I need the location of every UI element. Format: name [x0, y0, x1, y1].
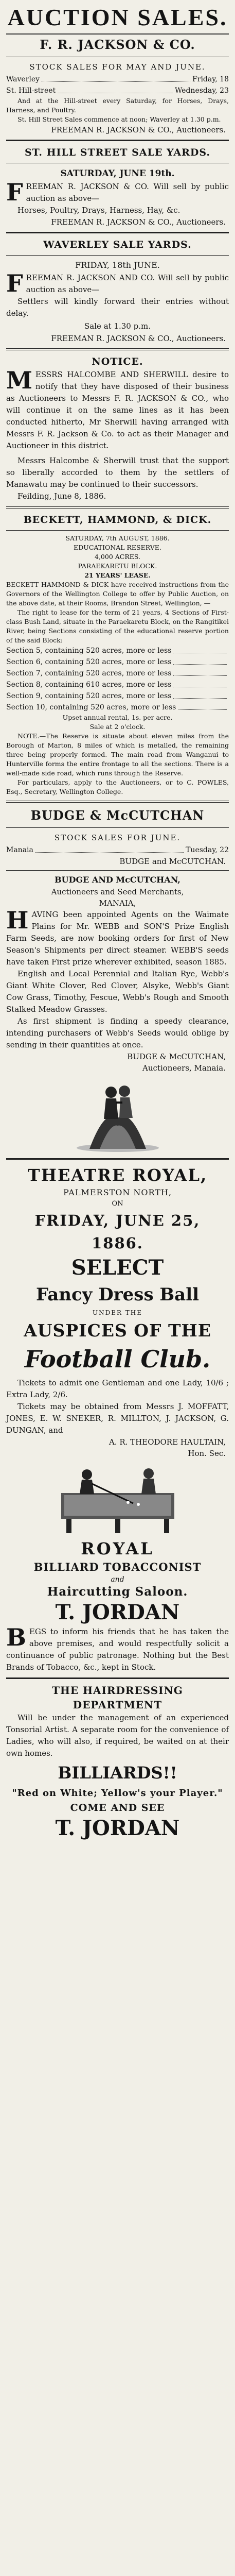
dot-leader — [35, 844, 184, 853]
divider — [6, 232, 229, 233]
row-day: Tuesday, 22 — [186, 846, 229, 854]
divider — [6, 530, 229, 531]
theatre-club: Football Club. — [24, 1345, 211, 1373]
theatre-name: THEATRE ROYAL, — [27, 1165, 208, 1185]
theatre-auspices: AUSPICES OF THE — [24, 1320, 211, 1341]
dropcap: B — [6, 1623, 26, 1651]
hill-date: SATURDAY, JUNE 19th. — [60, 168, 175, 179]
budge-p3: As first shipment is finding a speedy clearance, intending purchasers of Webb's Seeds would oblige by sending in their quantities at once. — [6, 1016, 229, 1049]
budge-firm: BUDGE & McCUTCHAN — [30, 808, 205, 823]
bhd-reserve: EDUCATIONAL RESERVE. — [74, 544, 161, 551]
dot-leader — [173, 656, 227, 665]
notice-date: Feilding, June 8, 1886. — [17, 492, 106, 501]
frj-stock-head: STOCK SALES FOR MAY AND JUNE. — [29, 62, 206, 72]
budge-advert — [6, 807, 229, 1074]
row-day: Friday, 18 — [192, 75, 229, 83]
bhd-firm: BECKETT, HAMMOND, & DICK. — [23, 514, 212, 526]
row-place: St. Hill-street — [6, 87, 56, 95]
theatre-advert — [6, 1164, 229, 1459]
jordan-royal: ROYAL — [81, 1539, 154, 1558]
theatre-tickets: Tickets to admit one Gentleman and one Lady, 10/6 ; Extra Lady, 2/6. — [6, 1378, 229, 1399]
frj-sign: FREEMAN R. JACKSON & CO., Auctioneers. — [51, 125, 226, 134]
divider — [6, 506, 229, 509]
divider — [6, 870, 229, 871]
bhd-acres: 4,000 ACRES. — [95, 553, 140, 561]
divider — [6, 1677, 229, 1679]
jordan-rw: "Red on White; Yellow's your Player." — [12, 1788, 223, 1799]
budge-stock-head: STOCK SALES FOR JUNE. — [54, 833, 181, 842]
divider — [6, 348, 229, 350]
hill-body-text: REEMAN R. JACKSON & CO. Will sell by public auction as above— — [26, 182, 229, 203]
dropcap: M — [6, 366, 32, 394]
bhd-section — [6, 679, 229, 690]
bhd-p2: The right to lease for the term of 21 years, 4 Sections of First-class Bush Land, situate in the Paraekaretu Block, on the Rangitikei River, being Sections consisting of the educational reserve portion of the said Block: — [6, 608, 229, 644]
theatre-on: ON — [112, 1200, 123, 1208]
hill-items: Horses, Poultry, Drays, Harness, Hay, &c. — [17, 206, 180, 215]
waverley-date: FRIDAY, 18th JUNE. — [75, 260, 160, 270]
divider — [6, 255, 229, 256]
budge-sub2: Auctioneers and Seed Merchants, — [51, 887, 184, 896]
hill-sign: FREEMAN R. JACKSON & CO., Auctioneers. — [51, 217, 226, 227]
section-name: Section 8, containing 610 acres, more or less — [6, 681, 172, 689]
budge-p2: English and Local Perennial and Italian Rye, Webb's Giant White Clover, Red Clover, Alsyke, Webb's Giant Cow Grass, Timothy, Fescue, Webb's Rough and Smooth Stalked Meadow Grasses. — [6, 969, 229, 1014]
masthead: AUCTION SALES. — [6, 2, 229, 35]
theatre-ball: Fancy Dress Ball — [35, 1284, 200, 1305]
waverley-body-text: REEMAN R. JACKSON AND CO. Will sell by public auction as above— — [26, 273, 229, 294]
bhd-p4: For particulars, apply to the Auctioneers, or to C. POWLES, Esq., Secretary, Wellington College. — [6, 778, 229, 795]
hill-advert — [6, 145, 229, 228]
section-name: Section 5, containing 520 acres, more or less — [6, 647, 172, 655]
notice-p1-text: ESSRS HALCOMBE AND SHERWILL desire to notify that they have disposed of their business as Auctioneers to Messrs F. R. JACKSON & CO., who will continue it on the same lines as it has been conducted hitherto, Mr Sherwill having arranged with Messrs F. R. Jackson & Co. to act as their Manager and Auctioneer in this district. — [6, 370, 229, 450]
bhd-section — [6, 690, 229, 702]
dot-leader — [173, 690, 227, 699]
jordan-hair-head1: THE HAIRDRESSING — [52, 1684, 183, 1697]
budge-town: MANAIA, — [99, 899, 136, 908]
waverley-sign: FREEMAN R. JACKSON & CO., Auctioneers. — [51, 334, 226, 343]
budge-head2: BUDGE AND McCUTCHAN, — [55, 875, 180, 885]
dropcap: F — [6, 178, 23, 206]
frj-row — [6, 85, 229, 96]
theatre-secretary: A. R. THEODORE HAULTAIN, — [109, 1437, 226, 1447]
row-place: Waverley — [6, 75, 40, 83]
theatre-date: FRIDAY, JUNE 25, 1886. — [34, 1212, 201, 1252]
notice-p2: Messrs Halcombe & Sherwill trust that the support so liberally accorded to them by the settlers of Manawatu may be continued to their successors. — [6, 456, 229, 489]
jordan-p1 — [6, 1623, 229, 1673]
dot-leader — [42, 74, 190, 82]
bhd-section — [6, 656, 229, 668]
theatre-sec-title: Hon. Sec. — [188, 1449, 226, 1458]
dancing-couple-illustration — [69, 1077, 167, 1154]
jordan-name2: T. JORDAN — [55, 1816, 180, 1840]
bhd-lease: 21 YEARS' LEASE. — [84, 571, 151, 579]
waverley-head: WAVERLEY SALE YARDS. — [43, 239, 192, 250]
waverley-settlers: Settlers will kindly forward their entries without delay. — [6, 297, 229, 318]
jordan-billiard: BILLIARD TOBACCONIST — [33, 1561, 202, 1573]
dot-leader — [173, 668, 227, 676]
divider — [6, 827, 229, 828]
bhd-upset: Upset annual rental, 1s. per acre. — [62, 714, 173, 721]
waverley-advert — [6, 238, 229, 344]
theatre-under: UNDER THE — [92, 1309, 143, 1316]
bhd-p3: NOTE.—The Reserve is situate about eleven miles from the Borough of Marton, 8 miles of which is metalled, the remaining three being properly formed. The main road from Wanganui to Hunterville forms the entire frontage to all the sections. There is a well-made side road, which runs through the Reserve. — [6, 732, 229, 777]
frj-firm: F. R. JACKSON & CO. — [40, 37, 195, 52]
theatre-town: PALMERSTON NORTH, — [63, 1188, 172, 1197]
frj-note: And at the Hill-street every Saturday, for Horses, Drays, Harness, and Poultry. — [6, 97, 229, 114]
notice-head: NOTICE. — [92, 356, 143, 367]
budge-p1 — [6, 906, 229, 968]
row-day: Wednesday, 23 — [174, 87, 229, 95]
bhd-section — [6, 702, 229, 713]
frj-note: St. Hill Street Sales commence at noon; Waverley at 1.30 p.m. — [17, 115, 221, 123]
theatre-select: SELECT — [71, 1256, 164, 1280]
section-name: Section 7, containing 520 acres, more or less — [6, 669, 172, 677]
hill-head: ST. HILL STREET SALE YARDS. — [24, 147, 211, 158]
divider — [6, 140, 229, 141]
divider — [6, 801, 229, 803]
dot-leader — [178, 702, 227, 710]
row-place: Manaia — [6, 846, 33, 854]
waverley-time: Sale at 1.30 p.m. — [84, 321, 151, 331]
budge-p1-text: AVING been appointed Agents on the Waimate Plains for Mr. WEBB and SON'S Prize English Farm Seeds, are now booking orders for first of New Season's Shipments per direct steamer. WEBB'S seeds have taken First prize wherever exhibited, season 1885. — [6, 910, 229, 967]
bhd-sale: Sale at 2 o'clock. — [89, 723, 146, 731]
frj-advert — [6, 36, 229, 135]
waverley-body — [6, 269, 229, 297]
section-name: Section 6, containing 520 acres, more or less — [6, 658, 172, 666]
bhd-p1: BECKETT HAMMOND & DICK have received instructions from the Governors of the Wellington College to offer by Public Auction, on the above date, at their Rooms, Brandon Street, Wellington, — — [6, 581, 229, 607]
frj-row — [6, 74, 229, 85]
jordan-advert — [6, 1537, 229, 1842]
dropcap: H — [6, 906, 29, 934]
section-name: Section 10, containing 520 acres, more or less — [6, 703, 176, 711]
theatre-obtained: Tickets may be obtained from Messrs J. MOFFATT, JONES, E. W. SNEKER, R. MILLTON, J. JACKSON, G. DUNGAN, and — [6, 1402, 229, 1435]
bhd-date: SATURDAY, 7th AUGUST, 1886. — [65, 534, 170, 542]
budge-sign2: Auctioneers, Manaia. — [142, 1063, 226, 1073]
divider — [6, 1158, 229, 1160]
bhd-block: PARAEKARETU BLOCK. — [78, 562, 157, 570]
billiard-table-illustration — [51, 1462, 185, 1534]
dot-leader — [173, 679, 227, 687]
notice-p1 — [6, 366, 229, 452]
jordan-come: COME AND SEE — [70, 1802, 165, 1814]
jordan-p2: Will be under the management of an experienced Tonsorial Artist. A separate room for the convenience of Ladies, who will also, if required, be waited on at their own homes. — [6, 1713, 229, 1758]
dropcap: F — [6, 269, 23, 297]
jordan-saloon: Haircutting Saloon. — [47, 1585, 188, 1599]
section-name: Section 9, containing 520 acres, more or less — [6, 692, 172, 700]
bhd-section — [6, 668, 229, 679]
budge-row-sign: BUDGE and McCUTCHAN. — [119, 857, 226, 866]
budge-sign1: BUDGE & McCUTCHAN, — [127, 1052, 226, 1061]
jordan-hair-head2: DEPARTMENT — [73, 1699, 162, 1711]
bhd-section — [6, 645, 229, 656]
budge-row — [6, 844, 229, 856]
hill-body — [6, 178, 229, 206]
bhd-advert — [6, 513, 229, 796]
dot-leader — [173, 645, 227, 653]
notice-advert — [6, 354, 229, 502]
jordan-name: T. JORDAN — [55, 1600, 180, 1624]
jordan-billiards: BILLIARDS!! — [58, 1763, 177, 1783]
dot-leader — [58, 85, 173, 93]
jordan-and: and — [111, 1575, 124, 1584]
jordan-p1-text: EGS to inform his friends that he has taken the above premises, and would respectfully solicit a continuance of public patronage. Nothing but the Best Brands of Tobacco, &c., kept in Stock. — [6, 1627, 229, 1672]
